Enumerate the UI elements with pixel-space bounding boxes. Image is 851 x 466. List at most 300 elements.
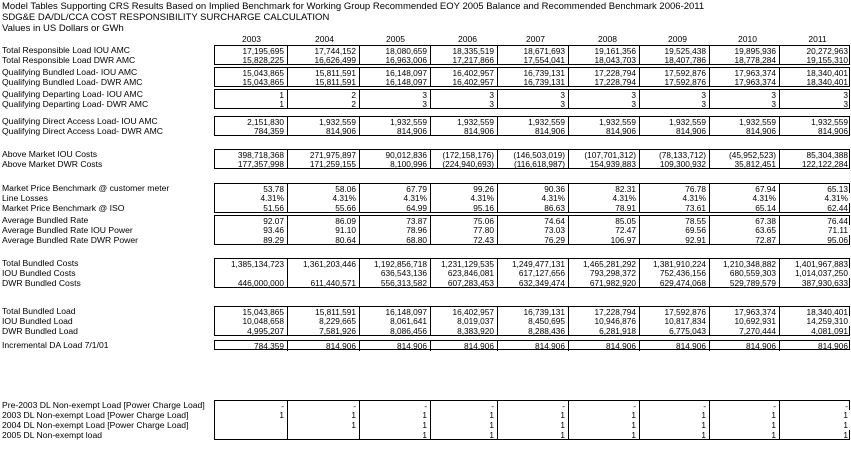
table-cell-2003: 446,000,000: [215, 278, 288, 288]
table-cell-2009: 1,381,910,224: [640, 259, 710, 269]
table-cell-2008: (107,701,312): [569, 150, 640, 160]
table-cell-2007: 1: [498, 410, 569, 420]
table-cell-2010: 17,963,374: [710, 68, 780, 78]
table-cell-2009: 19,525,438: [640, 46, 710, 56]
table-cell-2007: 1: [498, 430, 569, 440]
table-cell-2006: 16,402,957: [431, 68, 498, 78]
table-cell-2004: 611,440,571: [288, 278, 360, 288]
table-cell-2010: 19,895,936: [710, 46, 780, 56]
table-cell-2008: 19,161,356: [569, 46, 640, 56]
row-cells: [214, 203, 850, 213]
table-cell-2011: 1,014,037,250: [794, 268, 848, 278]
row-cells: [214, 316, 851, 326]
table-cell-2008: 85.05: [569, 216, 640, 226]
table-cell-2010: (45,952,523): [710, 150, 780, 160]
year-header-2011: 2011: [808, 34, 827, 44]
table-cell-2006: 77.80: [431, 225, 498, 235]
row-group: [0, 400, 851, 440]
table-cell-2010: 3: [710, 90, 780, 100]
table-row: [0, 326, 851, 336]
table-cell-2008: 814,906: [569, 126, 640, 136]
table-row: [0, 410, 851, 420]
table-cell-2005: 1,192,856,718: [360, 259, 431, 269]
table-cell-2011: 76.44: [827, 216, 848, 226]
table-cell-2011: 14,259,310: [806, 316, 848, 326]
table-cell-2006: 16,402,957: [431, 307, 498, 317]
table-cell-2006: 623,846,081: [431, 268, 498, 278]
table-cell-2011: 1: [843, 410, 848, 420]
row-label: Incremental DA Load 7/1/01: [2, 340, 109, 350]
row-label: IOU Bundled Costs: [2, 268, 76, 278]
row-group: [0, 340, 851, 350]
row-cells: [214, 159, 850, 169]
table-cell-2009: 18,407,786: [640, 55, 710, 65]
table-cell-2009: 1,932,559: [640, 117, 710, 127]
table-cell-2005: 636,543,136: [360, 268, 431, 278]
table-cell-2007: 16,739,131: [498, 77, 569, 87]
table-cell-2004: 55.66: [288, 203, 360, 213]
table-cell-2009: 73.61: [640, 203, 710, 213]
table-cell-2010: 7,270,444: [710, 326, 780, 336]
table-cell-2010: 67.38: [710, 216, 780, 226]
table-cell-2005: 8,061,641: [360, 316, 431, 326]
table-cell-2004: 15,811,591: [288, 307, 360, 317]
table-cell-2004: 2: [288, 99, 360, 109]
table-cell-2005: 1: [360, 410, 431, 420]
table-cell-2007: 3: [498, 99, 569, 109]
table-cell-2007: (116,618,987): [498, 159, 569, 169]
table-cell-2011: 3: [843, 90, 848, 100]
table-cell-2010: 17,963,374: [710, 307, 780, 317]
table-cell-2006: -: [431, 401, 498, 411]
table-cell-2007: 86.63: [498, 203, 569, 213]
table-cell-2004: 8,229,665: [288, 316, 360, 326]
table-cell-2008: 1,465,281,292: [569, 259, 640, 269]
table-row: [0, 149, 851, 159]
table-row: [0, 258, 851, 268]
table-cell-2004: 814,906: [288, 341, 360, 351]
table-row: [0, 215, 851, 225]
table-cell-2008: 3: [569, 90, 640, 100]
table-cell-2004: 171,259,155: [288, 159, 360, 169]
table-cell-2005: 1: [360, 430, 431, 440]
table-cell-2008: 4.31%: [569, 193, 640, 203]
table-row: [0, 306, 851, 316]
table-cell-2007: 90.36: [498, 184, 569, 194]
table-cell-2003: 784,359: [215, 126, 288, 136]
table-cell-2004: 1: [288, 420, 360, 430]
table-cell-2005: 16,963,006: [360, 55, 431, 65]
table-cell-2004: 15,811,591: [288, 68, 360, 78]
table-cell-2011: 1: [843, 420, 848, 430]
table-cell-2009: 1: [640, 410, 710, 420]
table-cell-2006: 8,019,037: [431, 316, 498, 326]
row-cells: [214, 183, 850, 193]
table-cell-2003: -: [215, 401, 288, 411]
table-row: [0, 77, 851, 87]
table-cell-2009: 17,592,876: [640, 307, 710, 317]
table-cell-2003: 10,048,658: [215, 316, 288, 326]
table-cell-2008: 1,932,559: [569, 117, 640, 127]
table-cell-2011: 814,906: [818, 126, 848, 136]
table-cell-2005: 3: [360, 99, 431, 109]
row-group: [0, 183, 851, 213]
table-cell-2003: 92.07: [215, 216, 288, 226]
row-cells: [214, 268, 851, 278]
table-cell-2010: 1: [710, 410, 780, 420]
table-cell-2005: 556,313,582: [360, 278, 431, 288]
row-cells: [214, 235, 850, 245]
row-cells: [214, 126, 850, 136]
table-cell-2011: 18,340,401: [806, 68, 848, 78]
table-cell-2007: 73.03: [498, 225, 569, 235]
table-cell-2010: 67.94: [710, 184, 780, 194]
table-cell-2003: 784,359: [215, 341, 288, 351]
table-cell-2006: 607,283,453: [431, 278, 498, 288]
table-cell-2009: 752,436,156: [640, 268, 710, 278]
table-cell-2003: 15,043,865: [215, 307, 288, 317]
table-cell-2009: 629,474,068: [640, 278, 710, 288]
table-cell-2011: 85,304,388: [806, 150, 848, 160]
row-cells: [214, 430, 850, 440]
row-cells: [214, 400, 850, 410]
year-header-2009: 2009: [668, 34, 687, 44]
table-cell-2007: 814,906: [498, 341, 569, 351]
table-cell-2003: 1,385,134,723: [215, 259, 288, 269]
table-cell-2009: 76.78: [640, 184, 710, 194]
table-cell-2010: 10,692,931: [710, 316, 780, 326]
table-cell-2010: 1: [710, 420, 780, 430]
row-cells: [214, 116, 850, 126]
table-cell-2011: 1,401,967,883: [794, 259, 848, 269]
row-label: DWR Bundled Load: [2, 326, 78, 336]
table-cell-2011: 814,906: [818, 341, 848, 351]
row-label: Average Bundled Rate DWR Power: [2, 235, 138, 245]
table-cell-2003: [215, 420, 288, 430]
table-cell-2003: 93.46: [215, 225, 288, 235]
table-cell-2008: 18,043,703: [569, 55, 640, 65]
table-cell-2007: 74.64: [498, 216, 569, 226]
row-label: Market Price Benchmark @ ISO: [2, 203, 125, 213]
table-cell-2010: 680,559,303: [710, 268, 780, 278]
table-row: [0, 183, 851, 193]
table-cell-2008: 793,298,372: [569, 268, 640, 278]
table-cell-2008: 3: [569, 99, 640, 109]
table-cell-2007: 1: [498, 420, 569, 430]
row-cells: [214, 193, 851, 203]
table-cell-2009: 4.31%: [640, 193, 710, 203]
row-cells: [214, 410, 851, 420]
table-cell-2007: 18,671,693: [498, 46, 569, 56]
table-cell-2008: 10,946,876: [569, 316, 640, 326]
table-cell-2003: [215, 430, 288, 440]
table-cell-2011: 20,272,963: [806, 46, 848, 56]
table-cell-2011: 18,340,401: [806, 307, 848, 317]
table-cell-2005: 64.99: [360, 203, 431, 213]
table-cell-2011: 4,081,091: [811, 326, 848, 336]
table-cell-2005: 67.79: [360, 184, 431, 194]
table-cell-2004: 271,975,897: [288, 150, 360, 160]
table-cell-2008: 154,939,883: [569, 159, 640, 169]
row-cells: [214, 326, 850, 336]
table-cell-2010: 17,963,374: [710, 77, 780, 87]
table-cell-2003: 15,043,865: [215, 68, 288, 78]
table-cell-2006: 4.31%: [431, 193, 498, 203]
table-row: [0, 67, 851, 77]
table-cell-2005: 18,080,659: [360, 46, 431, 56]
row-label: Total Responsible Load IOU AMC: [2, 45, 131, 55]
table-cell-2003: 1: [215, 410, 288, 420]
table-cell-2008: 1: [569, 430, 640, 440]
table-cell-2005: -: [360, 401, 431, 411]
table-cell-2008: 671,982,920: [569, 278, 640, 288]
table-cell-2010: 1,210,348,882: [710, 259, 780, 269]
table-cell-2011: 71.11: [827, 225, 848, 235]
table-cell-2004: 17,744,152: [288, 46, 360, 56]
table-cell-2005: 1: [360, 420, 431, 430]
table-cell-2011: 1,932,559: [811, 117, 848, 127]
table-cell-2006: 3: [431, 90, 498, 100]
row-label: Qualifying Bundled Load- IOU AMC: [2, 67, 138, 77]
table-cell-2006: 75.06: [431, 216, 498, 226]
table-cell-2008: 6,281,918: [569, 326, 640, 336]
table-cell-2010: 18,778,284: [710, 55, 780, 65]
table-cell-2010: 814,906: [710, 126, 780, 136]
table-cell-2008: 82.31: [569, 184, 640, 194]
table-cell-2004: 15,811,591: [288, 77, 360, 87]
row-cells: [214, 340, 850, 350]
row-label: Average Bundled Rate: [2, 215, 89, 225]
table-cell-2011: 122,122,284: [801, 159, 848, 169]
table-cell-2004: 4.31%: [288, 193, 360, 203]
table-cell-2003: 177,357,998: [215, 159, 288, 169]
table-cell-2005: 8,100,996: [360, 159, 431, 169]
row-label: Total Bundled Load: [2, 306, 76, 316]
table-cell-2007: -: [498, 401, 569, 411]
table-cell-2011: 18,340,401: [806, 77, 848, 87]
table-cell-2011: 4.31%: [824, 193, 848, 203]
table-cell-2007: 8,288,436: [498, 326, 569, 336]
table-cell-2006: 17,217,866: [431, 55, 498, 65]
table-cell-2011: 1: [843, 430, 848, 440]
row-cells: [214, 215, 850, 225]
table-cell-2004: 58.06: [288, 184, 360, 194]
table-cell-2005: 90,012,836: [360, 150, 431, 160]
table-cell-2008: 72.47: [569, 225, 640, 235]
table-cell-2005: 8,086,456: [360, 326, 431, 336]
row-group: [0, 89, 851, 109]
row-group: [0, 149, 851, 169]
table-cell-2010: 65.14: [710, 203, 780, 213]
table-cell-2003: 53.78: [215, 184, 288, 194]
table-cell-2007: 617,127,656: [498, 268, 569, 278]
table-cell-2006: 814,906: [431, 126, 498, 136]
table-cell-2010: 63.65: [710, 225, 780, 235]
table-cell-2004: 7,581,926: [288, 326, 360, 336]
row-group: [0, 306, 851, 336]
table-cell-2009: 1: [640, 430, 710, 440]
table-cell-2009: 92.91: [640, 235, 710, 245]
table-cell-2009: 17,592,876: [640, 68, 710, 78]
table-cell-2003: 1: [215, 99, 288, 109]
row-cells: [214, 77, 850, 87]
table-cell-2006: 95.16: [431, 203, 498, 213]
row-label: Qualifying Departing Load- DWR AMC: [2, 99, 149, 109]
table-cell-2007: 3: [498, 90, 569, 100]
table-cell-2005: 68.80: [360, 235, 431, 245]
row-cells: [214, 420, 851, 430]
table-cell-2011: 387,930,633: [801, 278, 848, 288]
table-cell-2006: 3: [431, 99, 498, 109]
report-title: Model Tables Supporting CRS Results Based on Implied Benchmark for Working Group Recommended EOY 2005 Balance and Recommended Benchmark 2006-2011: [2, 1, 705, 12]
table-cell-2004: [288, 268, 360, 278]
table-cell-2008: 78.91: [569, 203, 640, 213]
row-cells: [214, 89, 850, 99]
table-cell-2010: 1,932,559: [710, 117, 780, 127]
table-cell-2005: 16,148,097: [360, 77, 431, 87]
table-cell-2011: 19,155,310: [806, 55, 848, 65]
row-cells: [214, 67, 850, 77]
table-cell-2009: (78,133,712): [640, 150, 710, 160]
table-cell-2006: 814,906: [431, 341, 498, 351]
table-cell-2010: -: [710, 401, 780, 411]
table-cell-2011: 62.44: [827, 203, 848, 213]
table-cell-2003: 15,828,225: [215, 55, 288, 65]
row-cells: [214, 149, 850, 159]
table-cell-2004: 1,932,559: [288, 117, 360, 127]
table-cell-2006: 18,335,519: [431, 46, 498, 56]
table-row: [0, 99, 851, 109]
table-cell-2007: 814,906: [498, 126, 569, 136]
row-cells: [214, 258, 850, 268]
table-cell-2007: 16,739,131: [498, 68, 569, 78]
row-label: Qualifying Direct Access Load- DWR AMC: [2, 126, 163, 136]
row-label: 2003 DL Non-exempt Load [Power Charge Load]: [2, 410, 189, 420]
table-row: [0, 225, 851, 235]
table-cell-2004: -: [288, 401, 360, 411]
table-row: [0, 340, 851, 350]
year-header-row: [0, 34, 851, 44]
row-group: [0, 116, 851, 136]
table-cell-2008: 814,906: [569, 341, 640, 351]
table-cell-2009: 6,775,043: [640, 326, 710, 336]
row-cells: [214, 225, 851, 235]
table-row: [0, 400, 851, 410]
table-cell-2003: 398,718,368: [215, 150, 288, 160]
table-cell-2006: (224,940,693): [431, 159, 498, 169]
row-label: 2005 DL Non-exempt load: [2, 430, 103, 440]
table-cell-2009: 69.56: [640, 225, 710, 235]
table-row: [0, 126, 851, 136]
table-cell-2003: 4.31%: [215, 193, 288, 203]
table-cell-2004: 16,626,499: [288, 55, 360, 65]
row-label: Average Bundled Rate IOU Power: [2, 225, 133, 235]
table-cell-2010: 3: [710, 99, 780, 109]
row-cells: [214, 278, 850, 288]
table-cell-2006: 16,402,957: [431, 77, 498, 87]
table-cell-2008: 106.97: [569, 235, 640, 245]
table-cell-2008: 1: [569, 410, 640, 420]
table-cell-2005: 16,148,097: [360, 68, 431, 78]
table-cell-2003: 17,195,695: [215, 46, 288, 56]
row-label: Above Market IOU Costs: [2, 149, 98, 159]
table-row: [0, 116, 851, 126]
table-cell-2003: 51.56: [215, 203, 288, 213]
table-cell-2010: 814,906: [710, 341, 780, 351]
table-cell-2007: 632,349,474: [498, 278, 569, 288]
row-label: Total Responsible Load DWR AMC: [2, 55, 136, 65]
table-cell-2010: 4.31%: [710, 193, 780, 203]
table-cell-2011: 95.06: [827, 235, 848, 245]
table-row: [0, 430, 851, 440]
table-cell-2004: 1: [288, 410, 360, 420]
year-header-2007: 2007: [526, 34, 545, 44]
table-cell-2011: 65.13: [827, 184, 848, 194]
table-cell-2007: 16,739,131: [498, 307, 569, 317]
row-group: [0, 67, 851, 87]
table-cell-2004: 86.09: [288, 216, 360, 226]
table-row: [0, 203, 851, 213]
table-cell-2008: 17,228,794: [569, 68, 640, 78]
table-cell-2010: 72.87: [710, 235, 780, 245]
year-header-2008: 2008: [598, 34, 617, 44]
row-label: Total Bundled Costs: [2, 258, 79, 268]
table-cell-2009: 78.55: [640, 216, 710, 226]
table-row: [0, 193, 851, 203]
table-row: [0, 235, 851, 245]
row-cells: [214, 306, 850, 316]
table-cell-2006: 1: [431, 420, 498, 430]
table-cell-2004: 91.10: [288, 225, 360, 235]
table-cell-2005: 814,906: [360, 126, 431, 136]
table-cell-2009: -: [640, 401, 710, 411]
table-cell-2011: -: [845, 401, 848, 411]
table-cell-2007: (146,503,019): [498, 150, 569, 160]
table-cell-2006: 1: [431, 410, 498, 420]
table-cell-2005: 4.31%: [360, 193, 431, 203]
table-cell-2009: 3: [640, 90, 710, 100]
table-cell-2003: 1: [215, 90, 288, 100]
table-cell-2011: 3: [843, 99, 848, 109]
table-row: [0, 45, 851, 55]
table-cell-2004: 814,906: [288, 126, 360, 136]
table-cell-2008: -: [569, 401, 640, 411]
table-cell-2009: 10,817,834: [640, 316, 710, 326]
table-cell-2005: 16,148,097: [360, 307, 431, 317]
row-label: 2004 DL Non-exempt Load [Power Charge Load]: [2, 420, 189, 430]
table-cell-2009: 3: [640, 99, 710, 109]
year-header-2005: 2005: [386, 34, 405, 44]
table-cell-2003: [215, 268, 288, 278]
table-cell-2007: 17,554,041: [498, 55, 569, 65]
table-cell-2004: 80.64: [288, 235, 360, 245]
report-subtitle: SDG&E DA/DL/CCA COST RESPONSIBILITY SURCHARGE CALCULATION: [2, 12, 330, 23]
table-cell-2007: 76.29: [498, 235, 569, 245]
table-cell-2008: 17,228,794: [569, 307, 640, 317]
table-cell-2010: 1: [710, 430, 780, 440]
table-cell-2009: 1: [640, 420, 710, 430]
table-cell-2004: 1,361,203,446: [288, 259, 360, 269]
table-row: [0, 159, 851, 169]
table-cell-2003: 4,995,207: [215, 326, 288, 336]
row-label: Qualifying Bundled Load- DWR AMC: [2, 77, 143, 87]
year-header-2010: 2010: [738, 34, 757, 44]
table-cell-2009: 814,906: [640, 341, 710, 351]
row-label: Pre-2003 DL Non-exempt Load [Power Charge Load]: [2, 400, 205, 410]
table-cell-2006: 99.26: [431, 184, 498, 194]
table-cell-2005: 78.96: [360, 225, 431, 235]
table-cell-2006: (172,158,176): [431, 150, 498, 160]
